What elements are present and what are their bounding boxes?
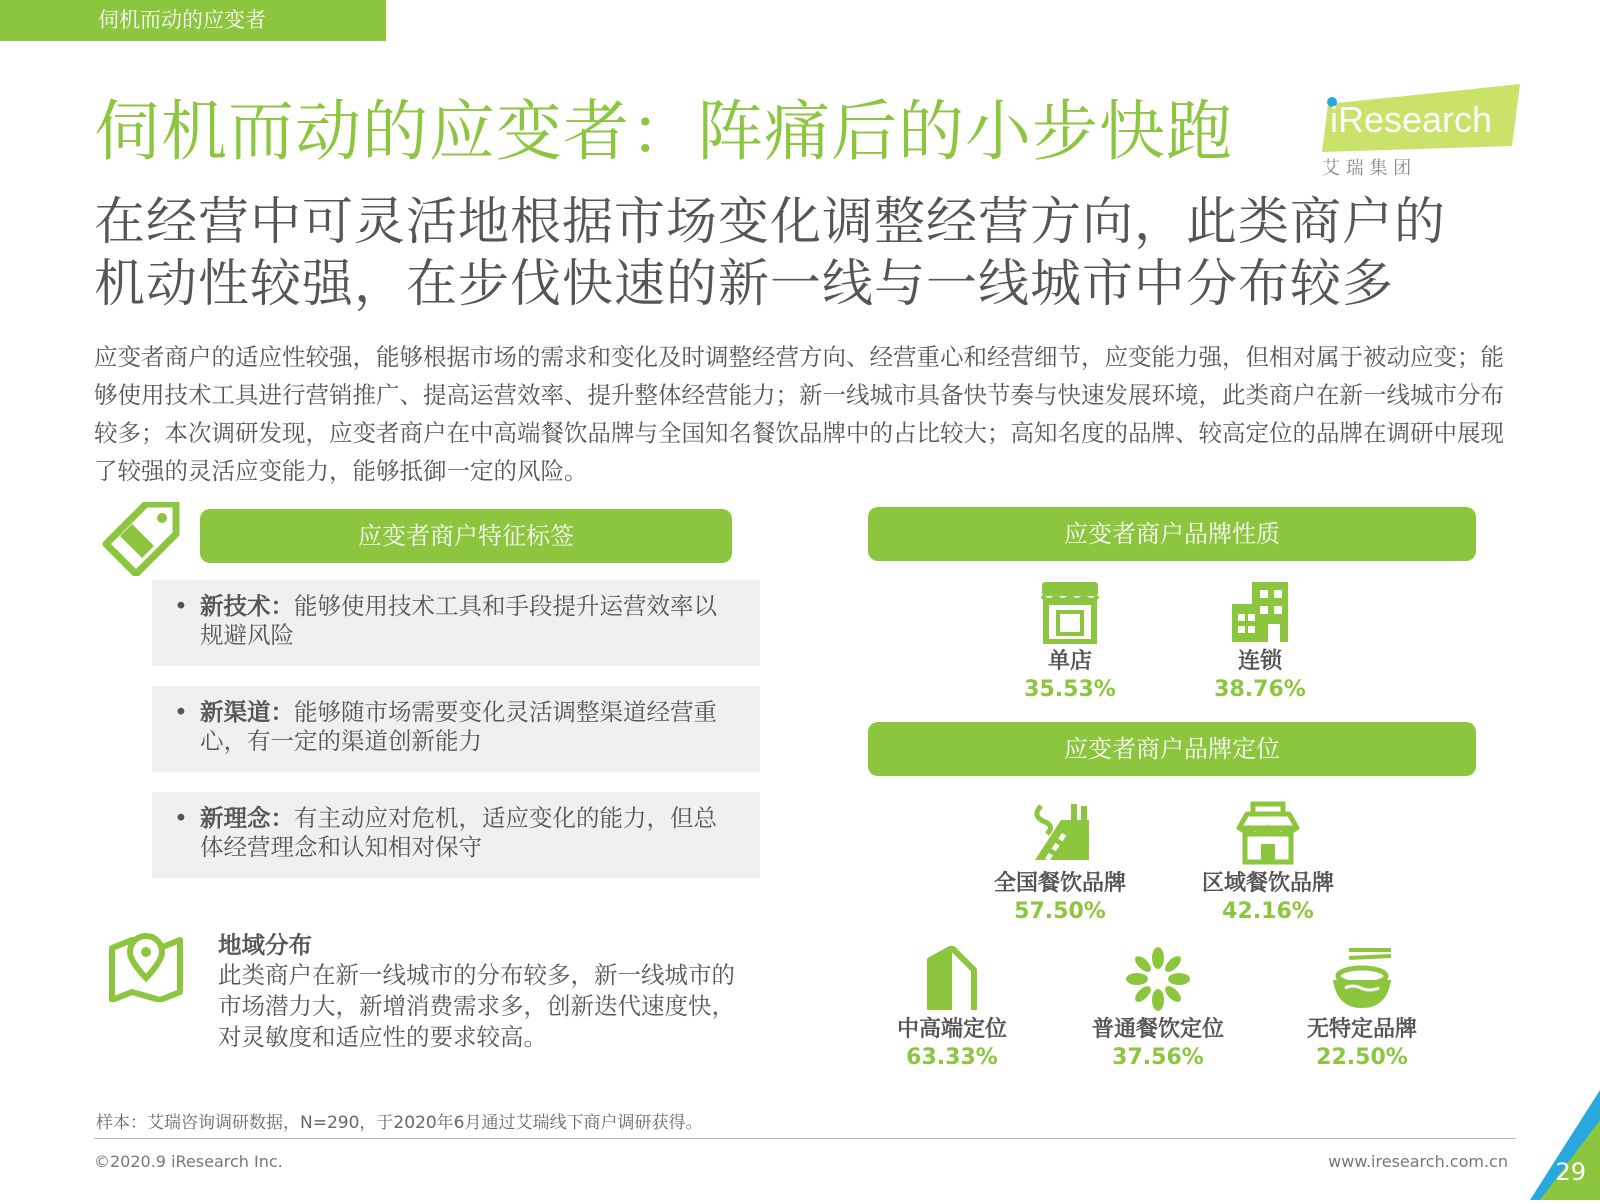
stat-regional-brand	[1188, 800, 1348, 926]
bullet: •	[174, 804, 188, 832]
shop-icon	[1235, 800, 1301, 866]
feature-key: 新技术：	[200, 592, 294, 620]
page-number: 29	[1555, 1158, 1586, 1186]
feature-item-tech	[152, 580, 760, 666]
stat-label: 单店	[1047, 649, 1092, 674]
logo-brand: iResearch	[1330, 99, 1493, 140]
region-text: 此类商户在新一线城市的分布较多，新一线城市的市场潜力大，新增消费需求多，创新迭代速度快，对灵敏度和适应性的要求较高。	[218, 961, 735, 1051]
subtitle	[94, 192, 1514, 316]
sample-note: 样本：艾瑞咨询调研数据，N=290，于2020年6月通过艾瑞线下商户调研获得。	[96, 1113, 703, 1133]
footer-divider	[94, 1138, 1516, 1139]
stat-value: 57.50%	[1014, 899, 1106, 924]
burst-icon	[1125, 946, 1191, 1012]
stat-value: 63.33%	[906, 1045, 998, 1070]
bullet: •	[174, 592, 188, 620]
stat-value: 42.16%	[1222, 899, 1314, 924]
brand-position-heading: 应变者商户品牌定位	[868, 722, 1476, 776]
section-tab: 伺机而动的应变者	[0, 0, 386, 41]
feature-item-channel	[152, 686, 760, 772]
iresearch-logo	[1322, 84, 1520, 184]
tower-icon	[922, 946, 982, 1012]
stat-label: 中高端定位	[896, 1017, 1007, 1042]
feature-item-concept	[152, 792, 760, 878]
feature-key: 新渠道：	[200, 698, 294, 726]
stat-label: 连锁	[1237, 649, 1282, 674]
noodle-bowl-icon	[1329, 946, 1395, 1012]
brand-nature-heading: 应变者商户品牌性质	[868, 507, 1476, 561]
stat-no-specific-brand	[1282, 946, 1442, 1072]
stat-ordinary-positioning	[1078, 946, 1238, 1072]
stat-label: 无特定品牌	[1306, 1017, 1417, 1042]
road-map-icon	[1027, 800, 1093, 866]
stat-value: 35.53%	[1024, 677, 1116, 702]
stat-label: 普通餐饮定位	[1091, 1017, 1224, 1042]
tag-icon	[102, 502, 180, 576]
storefront-icon	[1038, 578, 1102, 644]
feature-text: 能够使用技术工具和手段提升运营效率以规避风险	[200, 592, 717, 649]
stat-label: 区域餐饮品牌	[1201, 871, 1334, 896]
stat-chain	[1200, 578, 1320, 704]
stat-national-brand	[980, 800, 1140, 926]
body-paragraph: 应变者商户的适应性较强，能够根据市场的需求和变化及时调整经营方向、经营重心和经营细节，应变能力强，但相对属于被动应变；能够使用技术工具进行营销推广、提高运营效率、提升整体经营能力；新一线城市具备快节奏与快速发展环境，此类商户在新一线城市分布较多；本次调研发现，应变者商户在中高端餐饮品牌与全国知名餐饮品牌中的占比较大；高知名度的品牌、较高定位的品牌在调研中展现了较强的灵活应变能力，能够抵御一定的风险。	[94, 343, 1504, 485]
subtitle-line-2: 机动性较强，在步伐快速的新一线与一线城市中分布较多	[94, 255, 1395, 314]
copyright: ©2020.9 iResearch Inc.	[94, 1152, 283, 1171]
stat-value: 37.56%	[1112, 1045, 1204, 1070]
feature-text: 有主动应对危机，适应变化的能力，但总体经营理念和认知相对保守	[200, 804, 717, 861]
stat-single-store	[1010, 578, 1130, 704]
region-title: 地域分布	[218, 931, 312, 959]
feature-text: 能够随市场需要变化灵活调整渠道经营重心，有一定的渠道创新能力	[200, 698, 717, 755]
subtitle-line-1: 在经营中可灵活地根据市场变化调整经营方向，此类商户的	[94, 193, 1447, 252]
page-title: 伺机而动的应变者：阵痛后的小步快跑	[94, 93, 1233, 170]
stat-label: 全国餐饮品牌	[993, 871, 1126, 896]
bullet: •	[174, 698, 188, 726]
stat-value: 22.50%	[1316, 1045, 1408, 1070]
map-pin-icon	[108, 930, 184, 1002]
features-heading: 应变者商户特征标签	[200, 509, 732, 563]
logo-cn: 艾 瑞 集 团	[1322, 158, 1412, 179]
website-link[interactable]: www.iresearch.com.cn	[1328, 1152, 1508, 1171]
stat-mid-high-positioning	[872, 946, 1032, 1072]
stat-value: 38.76%	[1214, 677, 1306, 702]
feature-key: 新理念：	[200, 804, 294, 832]
buildings-icon	[1228, 578, 1292, 644]
